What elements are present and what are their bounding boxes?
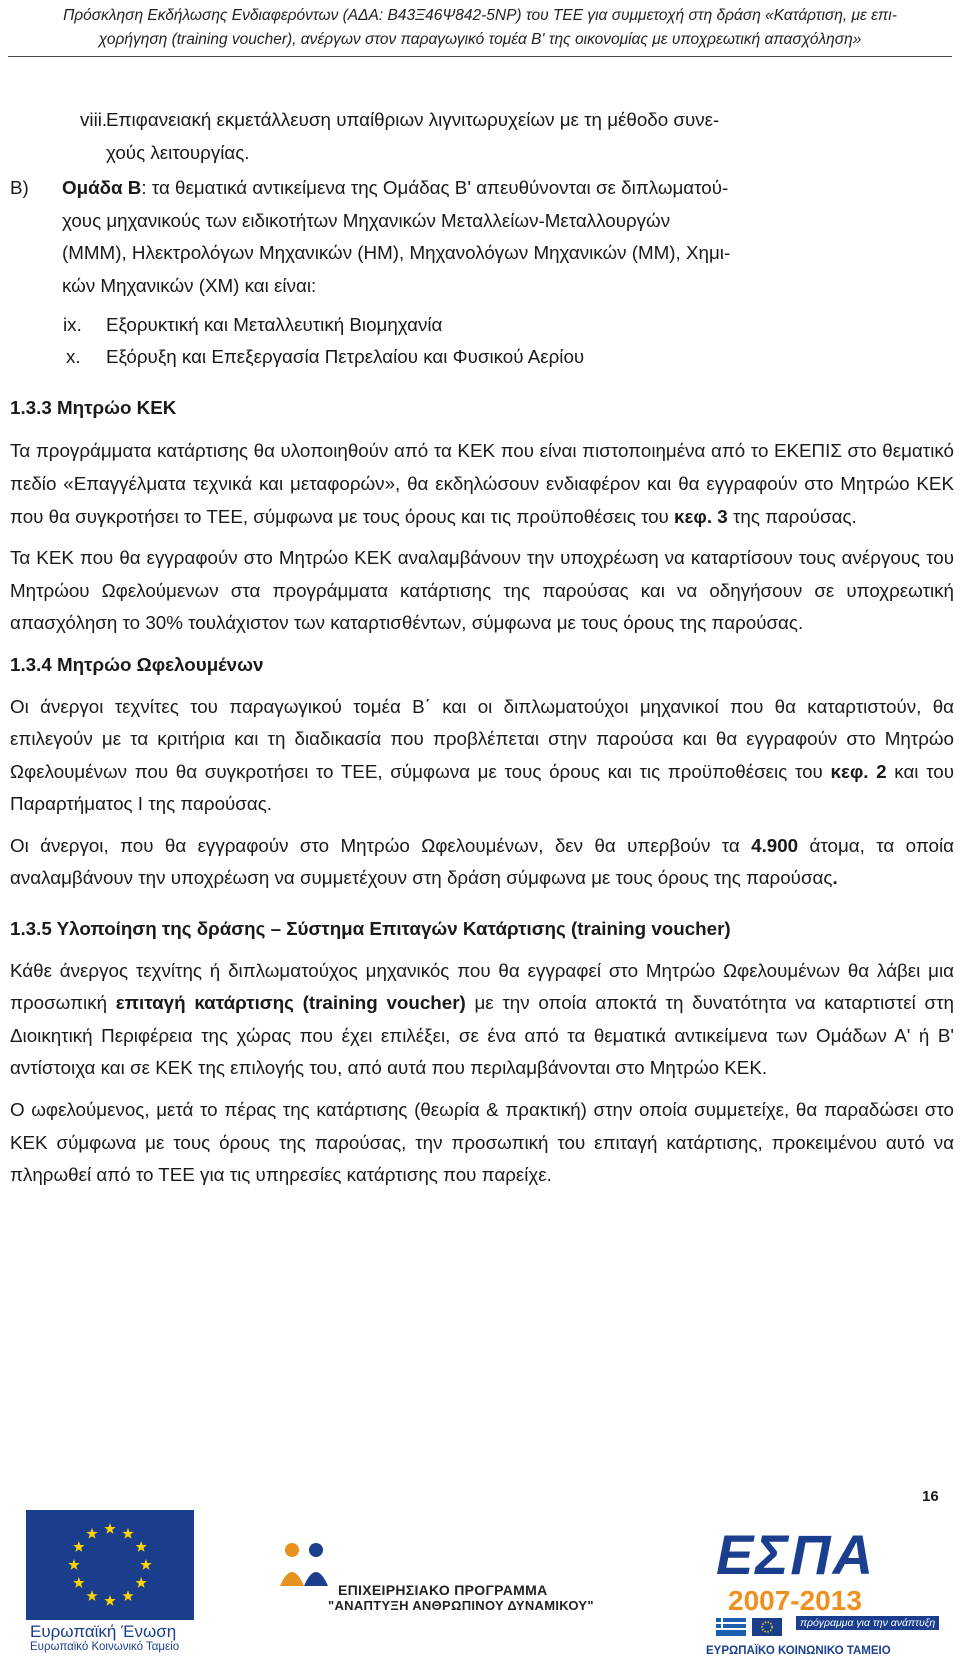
group-b-line: κών Μηχανικών (ΧΜ) και είναι: — [62, 274, 317, 296]
espa-fund-name: ΕΥΡΩΠΑΪΚΟ ΚΟΙΝΩΝΙΚΟ ΤΑΜΕΙΟ — [706, 1645, 891, 1657]
list-item-viii — [10, 104, 954, 169]
op-line-1: ΕΠΙΧΕΙΡΗΣΙΑΚΟ ΠΡΟΓΡΑΜΜΑ — [338, 1582, 548, 1598]
list-item-ix — [10, 309, 954, 342]
list-numeral: ix. — [63, 313, 82, 335]
list-item-text: Εξόρυξη και Επεξεργασία Πετρελαίου και Φυσικού Αερίου — [106, 346, 585, 368]
paragraph — [10, 955, 954, 1085]
paragraph-text: και του Παραρτήματος Ι της παρούσας. — [10, 760, 955, 815]
list-numeral: viii. — [80, 109, 108, 130]
paragraph: Ο ωφελούμενος, μετά το πέρας της κατάρτισης (θεωρία & πρακτική) στην οποία συμμετείχε, θα παραδώσει στο ΚΕΚ σύμφωνα με τους όρους της παρούσας, την προσωπική του επιταγή κατάρτισης, προκειμένου αυτό να πληρωθεί από το ΤΕΕ για τις υπηρεσίες κατάρτισης που παρείχε. — [10, 1099, 954, 1186]
paragraph-text: με την οποία αποκτά τη δυνατότητα να καταρτιστεί στη Διοικητική Περιφέρεια της χώρας που έχει επιλέξει, σε ένα από τα θεματικά αντικείμενα των Ομάδων Α' ή Β' αντίστοιχα και σε ΚΕΚ της επιλογής του, από αυτά που περιλαμβάνονται στο Μητρώο ΚΕΚ. — [10, 992, 954, 1079]
paragraph: Τα ΚΕΚ που θα εγγραφούν στο Μητρώο ΚΕΚ αναλαμβάνουν την υποχρέωση να καταρτίσουν τους ανέργους του Μητρώου Ωφελούμενων στα προγράμματα κατάρτισης της παρούσας και να οδηγήσουν σε υποχρεωτική απασχόληση το 30% τουλάχιστον των καταρτισθέντων, σύμφωνα με τους όρους της παρούσας. — [10, 547, 954, 634]
paragraph-text: Τα προγράμματα κατάρτισης θα υλοποιηθούν από τα ΚΕΚ που είναι πιστοποιημένα από το ΕΚΕΠΙΣ στο θεματικό πεδίο «Επαγγέλματα τεχνικά και μεταφορών», θα εκδηλώσουν ενδιαφέρον και θα εγγραφούν στο Μητρώο ΚΕΚ που θα συγκροτήσει το ΤΕΕ, σύμφωνα με τους όρους και τις προϋποθέσεις του — [10, 440, 954, 527]
page-header — [8, 4, 952, 52]
paragraph-text: Οι άνεργοι, που θα εγγραφούν στο Μητρώο Ωφελουμένων, δεν θα υπερβούν τα — [10, 834, 752, 856]
paragraph — [10, 435, 954, 533]
paragraph-text: της παρούσας. — [727, 505, 857, 527]
paragraph-text: . — [832, 867, 838, 889]
flag-icons — [716, 1618, 790, 1636]
paragraph — [10, 691, 954, 821]
paragraph-text: άτομα, τα οποία αναλαμβάνουν την υποχρέωση να συμμετέχουν στη δράση σύμφωνα με τους όρους της παρούσας — [10, 834, 954, 889]
eu-flag-icon — [26, 1510, 194, 1620]
list-item-x — [10, 341, 954, 374]
espa-title: ΕΣΠΑ — [716, 1523, 876, 1586]
list-item-text-line: χούς λειτουργίας. — [106, 141, 250, 163]
paragraph-text: Κάθε άνεργος τεχνίτης ή διπλωματούχος μηχανικός που θα εγγραφεί στο Μητρώο Ωφελουμένων θα λάβει μια προσωπική — [10, 959, 954, 1014]
chapter-reference: κεφ. 3 — [674, 505, 728, 527]
eu-fund-name: Ευρωπαϊκό Κοινωνικό Ταμείο — [30, 1641, 180, 1653]
beneficiary-count: 4.900 — [751, 834, 799, 856]
section-heading-1-3-5: 1.3.5 Υλοποίηση της δράσης – Σύστημα Επιταγών Κατάρτισης (training voucher) — [10, 918, 731, 940]
header-divider — [8, 56, 952, 57]
eu-name: Ευρωπαϊκή Ένωση — [30, 1622, 177, 1641]
header-line-2: χορήγηση (training voucher), ανέργων στον παραγωγικό τομέα Β' της οικονομίας με υποχρεωτική απασχόληση» — [98, 31, 862, 48]
page-number: 16 — [922, 1488, 939, 1505]
document-body — [10, 104, 954, 1192]
list-item-text-line: Επιφανειακή εκμετάλλευση υπαίθριων λιγνιτωρυχείων με τη μέθοδο συνε- — [106, 109, 720, 130]
list-item-text: Εξορυκτική και Μεταλλευτική Βιομηχανία — [106, 313, 443, 335]
section-heading-1-3-3: 1.3.3 Μητρώο ΚΕΚ — [10, 396, 177, 418]
section-heading-1-3-4: 1.3.4 Μητρώο Ωφελουμένων — [10, 653, 264, 675]
paragraph-text: Οι άνεργοι τεχνίτες του παραγωγικού τομέα Β΄ και οι διπλωματούχοι μηχανικοί που θα καταρτιστούν, θα επιλεγούν με τα κριτήρια και τη διαδικασία που προβλέπεται στην παρούσα και θα εγγραφούν στο Μητρώο Ωφελουμένων που θα συγκροτήσει το ΤΕΕ, σύμφωνα με τους όρους και τις προϋποθέσεις του — [10, 695, 954, 782]
voucher-term: επιταγή κατάρτισης (training voucher) — [115, 992, 466, 1014]
group-b-line: (ΜΜΜ), Ηλεκτρολόγων Μηχανικών (ΗΜ), Μηχανολόγων Μηχανικών (ΜΜ), Χημι- — [62, 242, 731, 264]
group-b-line — [62, 172, 954, 205]
group-b — [10, 172, 954, 302]
paragraph — [10, 830, 954, 895]
espa-slogan: πρόγραμμα για την ανάπτυξη — [796, 1616, 939, 1630]
group-text: : τα θεματικά αντικείμενα της Ομάδας Β' απευθύνονται σε διπλωματού- — [141, 177, 729, 199]
people-icon — [270, 1540, 340, 1590]
header-line-1: Πρόσκληση Εκδήλωσης Ενδιαφερόντων (ΑΔΑ: Β43Ξ46Ψ842-5ΝΡ) του ΤΕΕ για συμμετοχή στη δράση «Κατάρτιση, με επι- — [63, 7, 897, 24]
group-label: Ομάδα Β — [62, 177, 142, 199]
op-line-2: "ΑΝΑΠΤΥΞΗ ΑΝΘΡΩΠΙΝΟΥ ΔΥΝΑΜΙΚΟΥ" — [328, 1598, 594, 1613]
espa-years: 2007-2013 — [728, 1585, 862, 1616]
group-marker: Β) — [10, 177, 29, 199]
chapter-reference: κεφ. 2 — [830, 760, 887, 782]
group-b-line: χους μηχανικούς των ειδικοτήτων Μηχανικών Μεταλλείων-Μεταλλουργών — [62, 209, 671, 231]
footer-logos — [0, 1500, 960, 1657]
list-numeral: x. — [66, 346, 81, 368]
